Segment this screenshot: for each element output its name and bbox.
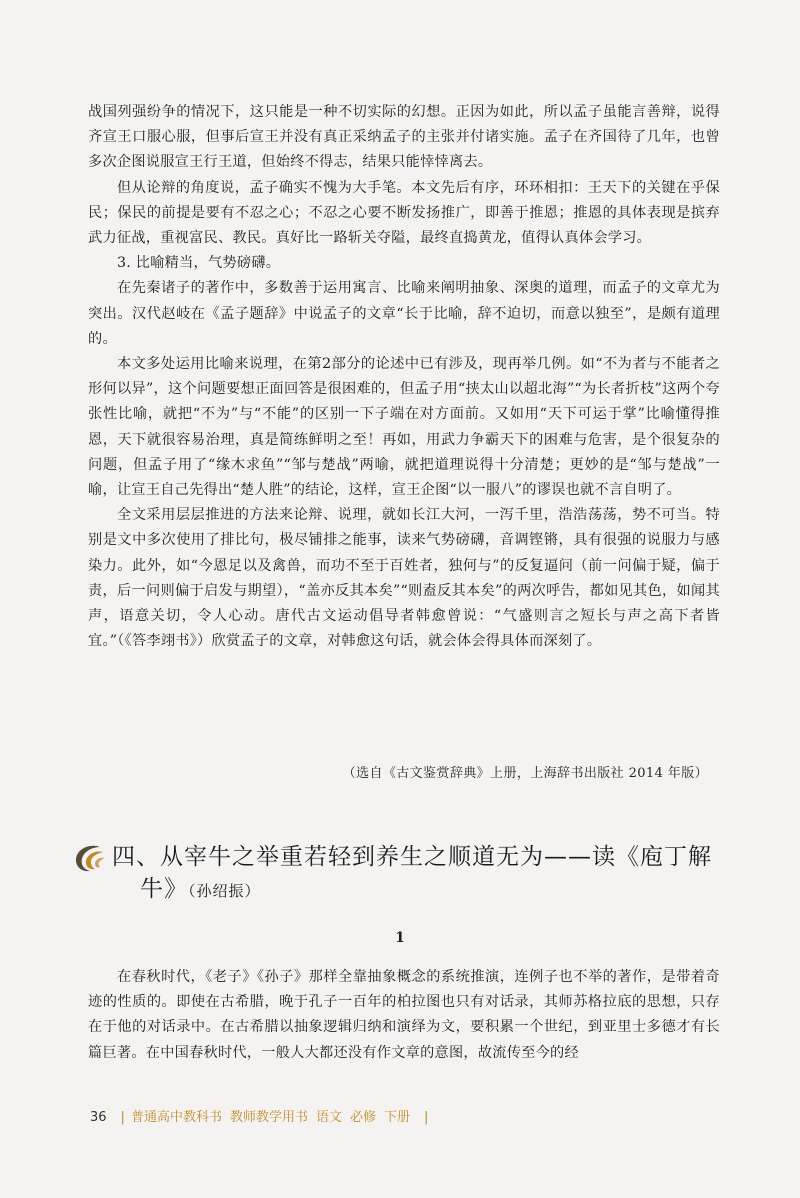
source-citation: （选自《古文鉴赏辞典》上册，上海辞书出版社 2014 年版） — [342, 766, 708, 781]
section-title-line2 — [140, 870, 261, 903]
footer-separator: | — [120, 1110, 125, 1125]
page-number: 36 — [90, 1110, 107, 1125]
section-title-line1: 四、从宰牛之举重若轻到养生之顺道无为——读《庖丁解 — [112, 844, 712, 870]
paragraph: 全文采用层层推进的方法来论辩、说理，就如长江大河，一泻千里，浩浩荡荡，势不可当。特别是文中多次使用了排比句，极尽铺排之能事，读来气势磅礴，音调铿锵，具有很强的说服力与感染力。此外，如“今恩足以及禽兽，而功不至于百姓者，独何与”的反复逼问（前一问偏于疑，偏于责，后一问则偏于启发与期望），“盖亦反其本矣”“则盍反其本矣”的两次呼告，都如见其色，如闻其声，语意关切，令人心动。唐代古文运动倡导者韩愈曾说：“气盛则言之短长与声之高下者皆宜。”（《答李翊书》）欣赏孟子的文章，对韩愈这句话，就会体会得具体而深刻了。 — [88, 507, 720, 650]
page-footer — [90, 1106, 434, 1125]
footer-separator: | — [424, 1110, 429, 1125]
paragraph: 本文多处运用比喻来说理，在第2部分的论述中已有涉及，现再举几例。如“不为者与不能者之形何以异”，这个问题要想正面回答是很困难的，但孟子用“挟太山以超北海”“为长者折枝”这两个夸张性比喻，就把“不为”与“不能”的区别一下子端在对方面前。又如用“天下可运于掌”比喻懂得推恩，天下就很容易治理，真是简练鲜明之至！再如，用武力争霸天下的困难与危害，是个很复杂的问题，但孟子用了“缘木求鱼”“邹与楚战”两喻，就把道理说得十分清楚；更妙的是“邹与楚战”一喻，让宣王自己先得出“楚人胜”的结论，这样，宣王企图“以一服八”的谬误也就不言自明了。 — [88, 356, 720, 499]
footer-course: 必修 — [349, 1110, 376, 1125]
paragraph: 但从论辩的角度说，孟子确实不愧为大手笔。本文先后有序，环环相扣：王天下的关键在乎保民；保民的前提是要有不忍之心；不忍之心要不断发扬推广，即善于推恩；推恩的具体表现是摈弃武力征战，重视富民、教民。真好比一路斩关夺隘，最终直捣黄龙，值得认真体会学习。 — [88, 179, 720, 247]
subheading-point-3: 3. 比喻精当，气势磅礴。 — [117, 255, 281, 272]
section-title-line2-text: 牛》 — [140, 876, 188, 902]
lower-text-block — [88, 965, 720, 1066]
footer-volume: 下册 — [384, 1110, 411, 1125]
paragraph-continued: 战国列强纷争的情况下，这只能是一种不切实际的幻想。正因为如此，所以孟子虽能言善辩，说得齐宣王口服心服，但事后宣王并没有真正采纳孟子的主张并付诸实施。孟子在齐国待了几年，也曾多次企图说服宣王行王道，但始终不得志，结果只能悻悻离去。 — [88, 104, 720, 171]
author-name: （孙绍振） — [188, 882, 261, 900]
swirl-icon — [70, 841, 108, 875]
paragraph: 在先秦诸子的著作中，多数善于运用寓言、比喻来阐明抽象、深奥的道理，而孟子的文章尤为突出。汉代赵岐在《孟子题辞》中说孟子的文章“长于比喻，辞不迫切，而意以独至”，是颇有道理的。 — [88, 280, 720, 347]
paragraph: 在春秋时代，《老子》《孙子》那样全靠抽象概念的系统推演，连例子也不举的著作，是带着奇迹的性质的。即使在古希腊，晚于孔子一百年的柏拉图也只有对话录，其师苏格拉底的思想，只存在于他的对话录中。在古希腊以抽象逻辑归纳和演绎为文，要积累一个世纪，到亚里士多德才有长篇巨著。在中国春秋时代，一般人大都还没有作文章的意图，故流传至今的经 — [88, 969, 720, 1061]
subsection-number: 1 — [395, 930, 405, 946]
upper-text-block — [88, 100, 720, 654]
footer-book-type: 普通高中教科书 — [130, 1110, 222, 1125]
footer-book-category: 教师教学用书 — [229, 1110, 308, 1125]
footer-subject: 语文 — [315, 1110, 342, 1125]
